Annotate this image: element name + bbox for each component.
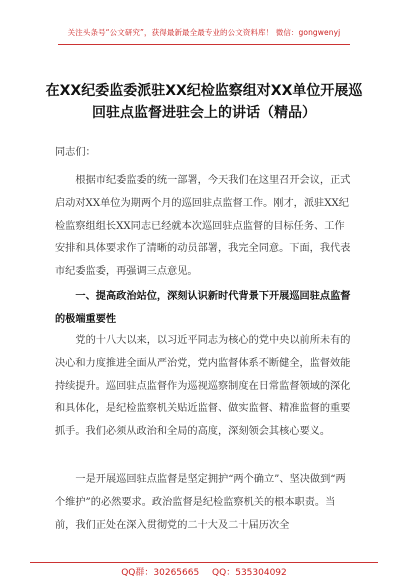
paragraph-body-1: 党的十八大以来，以习近平同志为核心的党中央以前所未有的决心和力度推进全面从严治党，党内监督体系不断健全，监督效能持续提升。巡回驻点监督作为巡视巡察制度在日常监督领域的深化和具体化，是纪检监察机关贴近监督、做实监督、精准监督的重要抓手。我们必须从政治和全局的高度，深刻领会其核心要义。 <box>55 335 351 438</box>
page-footer <box>0 562 408 580</box>
footer-divider <box>30 562 378 563</box>
salutation: 同志们： <box>55 147 96 158</box>
page-header <box>0 0 408 54</box>
paragraph-body-2: 一是开展巡回驻点监督是坚定拥护“两个确立”、坚决做到“两个维护”的必然要求。政治监督是纪检监察机关的根本职责。当前，我们正处在深入贯彻党的二十大及二十届历次全 <box>55 474 346 531</box>
paragraph-intro: 根据市纪委监委的统一部署，今天我们在这里召开会议，正式启动对XX单位为期两个月的巡回驻点监督工作。刚才，派驻XX纪检监察组组长XX同志已经就本次巡回驻点监督的目标任务、工作安排和具体要求作了清晰的动员部署，我完全同意。下面，我代表市纪委监委，再强调三点意见。 <box>55 175 351 278</box>
header-divider <box>58 44 350 45</box>
section-heading-1: 一、提高政治站位，深刻认识新时代背景下开展巡回驻点监督的极端重要性 <box>55 291 351 325</box>
document-title: 在XX纪委监委派驻XX纪检监察组对XX单位开展巡回驻点监督进驻会上的讲话（精品） <box>45 83 363 121</box>
footer-contact: QQ群：30265665 QQ：535304092 <box>121 568 287 578</box>
header-banner: 关注头条号“公文研究”，获得最新最全最专业的公文资料库！ 微信：gongwenyj <box>67 28 341 37</box>
